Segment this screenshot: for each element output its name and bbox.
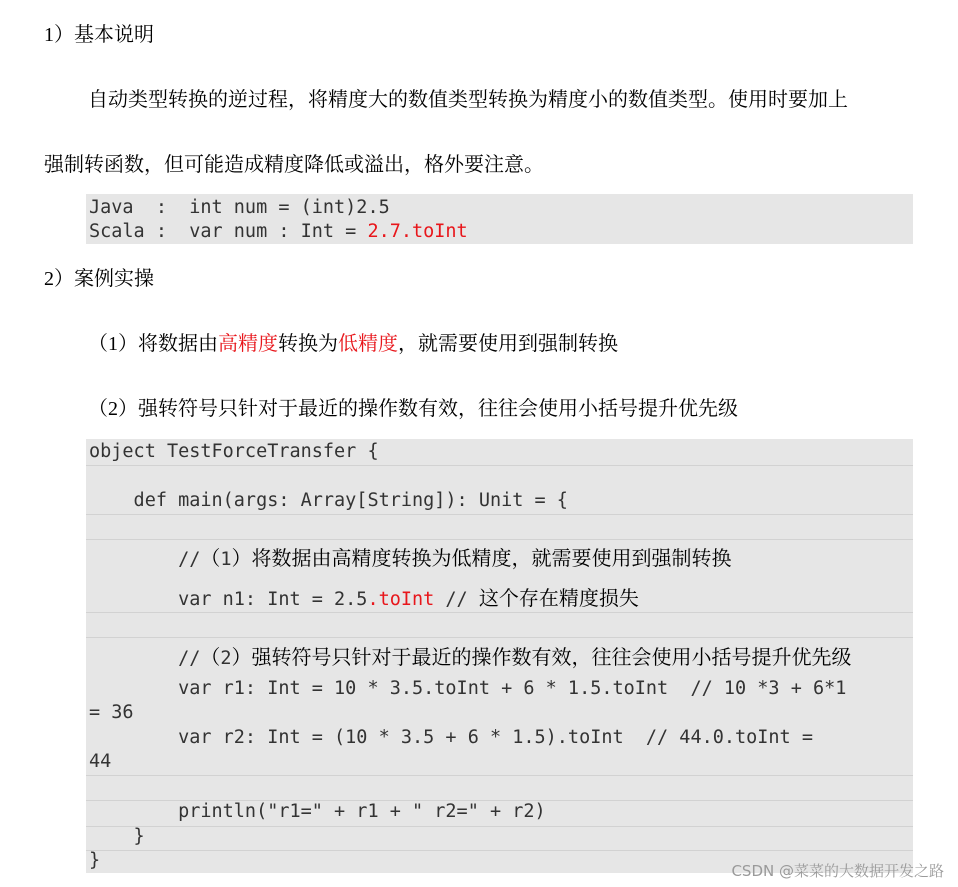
code-separator [86,637,913,638]
code-separator [86,465,913,466]
code-line-comment-1: //（1）将数据由高精度转换为低精度，就需要使用到强制转换 [89,546,732,570]
section-2-heading: 2）案例实操 [44,266,154,290]
code-line-r2-cont: 44 [89,751,112,772]
code-separator [86,539,913,540]
code-line-r2: var r2: Int = (10 * 3.5 + 6 * 1.5).toInt // 44.0.toInt = [89,727,813,748]
code-line-r1: var r1: Int = 10 * 3.5.toInt + 6 * 1.5.toInt // 10 *3 + 6*1 [89,678,847,699]
code-separator [86,826,913,827]
code-separator [86,612,913,613]
code-line-n1: var n1: Int = 2.5.toInt // 这个存在精度损失 [89,586,639,610]
description-line-1: 自动类型转换的逆过程，将精度大的数值类型转换为精度小的数值类型。使用时要加上 [88,87,848,111]
code-line-scala: Scala : var num : Int = 2.7.toInt [89,221,468,242]
code-line-comment-2: //（2）强转符号只针对于最近的操作数有效，往往会使用小括号提升优先级 [89,645,852,669]
code-separator [86,850,913,851]
code-separator [86,514,913,515]
case-item-1: （1）将数据由高精度转换为低精度，就需要使用到强制转换 [88,331,618,355]
code-line-close-object: } [89,850,101,871]
code-line-r1-cont: = 36 [89,702,134,723]
case-item-2: （2）强转符号只针对于最近的操作数有效，往往会使用小括号提升优先级 [88,396,738,420]
code-line-println: println("r1=" + r1 + " r2=" + r2) [89,801,546,822]
csdn-watermark: CSDN @菜菜的大数据开发之路 [731,862,944,880]
code-line-java: Java : int num = (int)2.5 [89,197,390,218]
description-line-2: 强制转函数，但可能造成精度降低或溢出，格外要注意。 [44,152,544,176]
code-line-close-main: } [89,826,145,847]
code-separator [86,775,913,776]
code-line-main: def main(args: Array[String]): Unit = { [89,490,568,511]
code-line-object: object TestForceTransfer { [89,441,379,462]
section-1-heading: 1）基本说明 [44,22,154,46]
